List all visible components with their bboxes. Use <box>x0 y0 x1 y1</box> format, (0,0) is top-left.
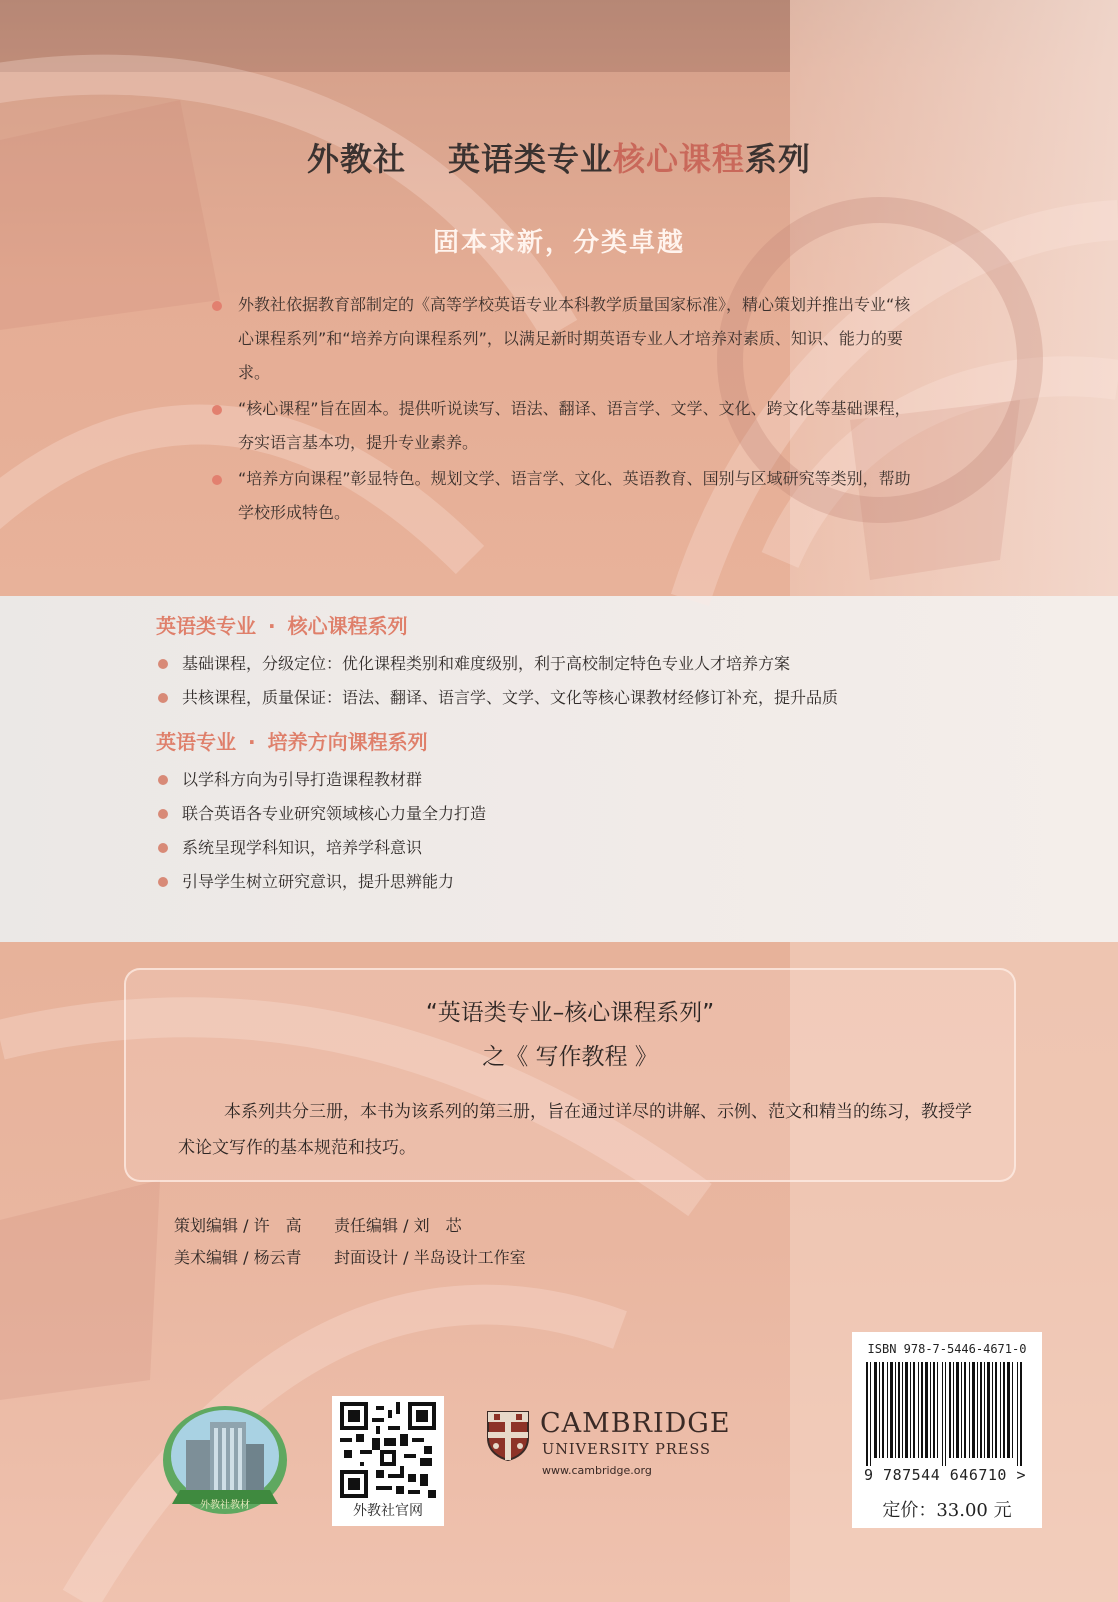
list-item-text: 基础课程，分级定位：优化课程类别和难度级别，利于高校制定特色专业人才培养方案 <box>182 654 791 673</box>
list-item-text: 共核课程，质量保证：语法、翻译、语言学、文学、文化等核心课教材经修订补充，提升品质 <box>182 688 839 707</box>
list-item-text: 引导学生树立研究意识，提升思辨能力 <box>182 872 455 891</box>
responsible-editor: 责任编辑 / 刘 芯 <box>334 1216 462 1235</box>
qr-code-icon <box>340 1402 436 1498</box>
barcode-digits: 9 787544 646710 > <box>864 1466 1027 1484</box>
barcode-icon <box>866 1362 1028 1466</box>
list-item <box>156 831 956 865</box>
bullet-dot <box>212 301 222 311</box>
series-name-b: 系列 <box>745 140 812 178</box>
list-item-text: 联合英语各专业研究领域核心力量全力打造 <box>182 804 487 823</box>
direction-series-heading <box>156 726 956 755</box>
isbn-barcode-panel <box>852 1332 1042 1528</box>
logo-label: 外教社教材 <box>200 1500 250 1511</box>
bullet-dot <box>158 693 168 703</box>
art-editor: 美术编辑 / 杨云青 <box>174 1248 302 1267</box>
list-item-text: 以学科方向为引导打造课程教材群 <box>182 770 423 789</box>
cambridge-logo <box>486 1408 731 1498</box>
cover-design: 封面设计 / 半岛设计工作室 <box>334 1248 526 1267</box>
intro-item <box>208 288 920 390</box>
heading-separator: · <box>268 614 276 638</box>
list-item <box>156 763 956 797</box>
heading-left: 英语类专业 <box>156 614 256 638</box>
list-item <box>156 797 956 831</box>
cambridge-shield-icon <box>486 1410 530 1462</box>
bullet-dot <box>158 659 168 669</box>
slogan: 固本求新，分类卓越 <box>432 228 685 258</box>
heading-separator: · <box>248 730 256 754</box>
core-series-heading <box>156 610 956 639</box>
list-item <box>156 865 956 899</box>
cambridge-name: CAMBRIDGE <box>540 1408 731 1439</box>
core-series-section <box>156 610 956 715</box>
heading-right: 核心课程系列 <box>287 614 408 638</box>
bullet-dot <box>212 405 222 415</box>
book-description: 本系列共分三册，本书为该系列的第三册，旨在通过详尽的讲解、示例、范文和精当的练习，教授学术论文写作的基本规范和技巧。 <box>178 1102 972 1158</box>
series-name-a: 英语类专业 <box>447 140 613 178</box>
heading-left: 英语专业 <box>156 730 236 754</box>
price: 定价：33.00 元 <box>882 1500 1012 1521</box>
intro-text: “培养方向课程”彰显特色。规划文学、语言学、文化、英语教育、国别与区域研究等类别，帮助学校形成特色。 <box>238 469 911 522</box>
list-item-text: 系统呈现学科知识，培养学科意识 <box>182 838 423 857</box>
cambridge-press: UNIVERSITY PRESS <box>542 1442 711 1458</box>
intro-item <box>208 392 920 460</box>
book-description-box <box>124 968 1016 1182</box>
list-item <box>156 647 956 681</box>
bullet-dot <box>158 775 168 785</box>
bullet-dot <box>158 877 168 887</box>
bullet-dot <box>158 843 168 853</box>
direction-series-section <box>156 726 956 899</box>
isbn-number: ISBN 978-7-5446-4671-0 <box>867 1342 1027 1356</box>
qr-code-card[interactable] <box>332 1396 444 1526</box>
heading-right: 培养方向课程系列 <box>267 730 428 754</box>
book-series-title: “英语类专业–核心课程系列” <box>425 1000 715 1026</box>
bullet-dot <box>212 475 222 485</box>
fltrp-textbook-logo <box>160 1400 290 1516</box>
intro-text: 外教社依据教育部制定的《高等学校英语专业本科教学质量国家标准》，精心策划并推出专业“核心课程系列”和“培养方向课程系列”，以满足新时期英语专业人才培养对素质、知识、能力的要求。 <box>238 295 911 382</box>
intro-list <box>208 288 920 532</box>
bullet-dot <box>158 809 168 819</box>
qr-label: 外教社官网 <box>353 1503 423 1519</box>
cambridge-url: www.cambridge.org <box>542 1464 652 1477</box>
series-name-highlight: 核心课程 <box>613 140 746 178</box>
list-item <box>156 681 956 715</box>
planning-editor: 策划编辑 / 许 高 <box>174 1216 302 1235</box>
series-header-title <box>0 134 1118 180</box>
book-title: 之《 写作教程 》 <box>482 1044 658 1070</box>
editor-credits <box>174 1210 526 1274</box>
intro-text: “核心课程”旨在固本。提供听说读写、语法、翻译、语言学、文学、文化、跨文化等基础课程，夯实语言基本功，提升专业素养。 <box>238 399 911 452</box>
publisher-name: 外教社 <box>306 140 406 178</box>
intro-item <box>208 462 920 530</box>
